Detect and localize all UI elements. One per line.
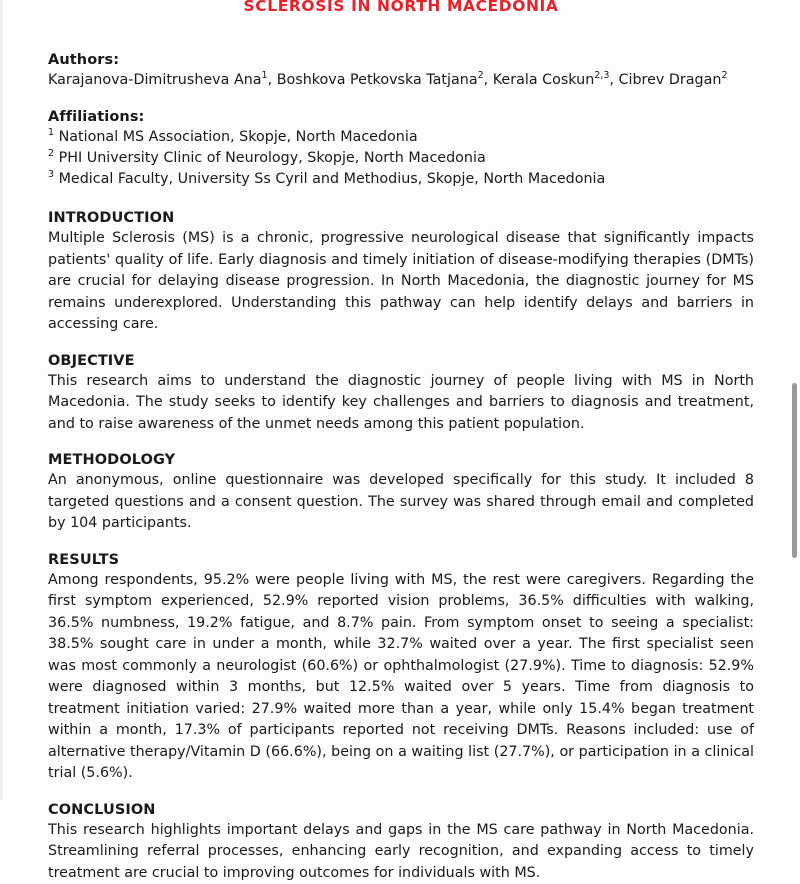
author-4-name: Cibrev Dragan [618, 72, 721, 88]
author-1-name: Karajanova-Dimitrusheva Ana [48, 72, 262, 88]
section-body-objective: This research aims to understand the diagnostic journey of people living with MS in North Macedonia. The study seeks to identify key challenges and barriers to diagnosis and treatment, and to raise awareness of the unmet needs among this patient population. [48, 371, 754, 436]
section-results [48, 552, 754, 785]
section-methodology [48, 452, 754, 535]
affiliation-marker: 3 [48, 169, 54, 180]
section-heading-objective: OBJECTIVE [48, 353, 754, 369]
author-separator-1: , [268, 72, 277, 88]
page-left-edge [0, 0, 3, 800]
section-introduction [48, 210, 754, 336]
affiliation-item [48, 169, 754, 190]
authors-section [48, 52, 754, 91]
section-objective [48, 353, 754, 436]
affiliations-heading: Affiliations: [48, 109, 754, 125]
affiliation-marker: 1 [48, 127, 54, 138]
section-heading-conclusion: CONCLUSION [48, 802, 754, 818]
affiliation-marker: 2 [48, 148, 54, 159]
author-separator-3: , [609, 72, 618, 88]
section-body-introduction: Multiple Sclerosis (MS) is a chronic, progressive neurological disease that significantly impacts patients' quality of life. Early diagnosis and timely initiation of disease-modifying therapies (DMTs) are crucial for delaying disease progression. In North Macedonia, the diagnostic journey for MS remains underexplored. Understanding this pathway can help identify delays and barriers in accessing care. [48, 228, 754, 336]
authors-heading: Authors: [48, 52, 754, 68]
section-body-methodology: An anonymous, online questionnaire was developed specifically for this study. It included 8 targeted questions and a consent question. The survey was shared through email and completed by 104 participants. [48, 470, 754, 535]
section-body-conclusion: This research highlights important delays and gaps in the MS care pathway in North Macedonia. Streamlining referral processes, enhancing early recognition, and expanding access to timely treatment are crucial to improving outcomes for individuals with MS. [48, 820, 754, 884]
affiliation-item [48, 127, 754, 148]
author-3-name: Kerala Coskun [493, 72, 595, 88]
affiliation-text: National MS Association, Skopje, North Macedonia [59, 129, 418, 145]
page-title: SCLEROSIS IN NORTH MACEDONIA [48, 0, 754, 16]
affiliation-text: PHI University Clinic of Neurology, Skopje, North Macedonia [59, 150, 486, 166]
section-heading-methodology: METHODOLOGY [48, 452, 754, 468]
section-conclusion [48, 802, 754, 884]
section-heading-results: RESULTS [48, 552, 754, 568]
author-4-affiliation-marker: 2 [721, 70, 727, 81]
author-3-affiliation-marker: 2,3 [594, 70, 609, 81]
author-2-affiliation-marker: 2 [478, 70, 484, 81]
scrollbar-thumb[interactable] [792, 383, 797, 558]
affiliation-item [48, 148, 754, 169]
section-body-results: Among respondents, 95.2% were people living with MS, the rest were caregivers. Regarding the first symptom experienced, 52.9% reported vision problems, 36.5% difficulties with walking, 36.5% numbness, 19.2% fatigue, and 8.7% pain. From symptom onset to seeing a specialist: 38.5% sought care in under a month, while 32.7% waited over a year. The first specialist seen was most commonly a neurologist (60.6%) or ophthalmologist (27.9%). Time to diagnosis: 52.9% were diagnosed within 3 months, but 12.5% waited over 5 years. Time from diagnosis to treatment initiation varied: 27.9% waited more than a year, while only 15.4% began treatment within a month, 17.3% of participants reported not receiving DMTs. Reasons included: use of alternative therapy/Vitamin D (66.6%), being on a waiting list (27.7%), or participation in a clinical trial (5.6%). [48, 570, 754, 785]
author-separator-2: , [484, 72, 493, 88]
authors-list [48, 70, 754, 91]
affiliations-section [48, 109, 754, 190]
author-1-affiliation-marker: 1 [262, 70, 268, 81]
affiliation-text: Medical Faculty, University Ss Cyril and Methodius, Skopje, North Macedonia [59, 171, 606, 187]
author-2-name: Boshkova Petkovska Tatjana [277, 72, 478, 88]
section-heading-introduction: INTRODUCTION [48, 210, 754, 226]
